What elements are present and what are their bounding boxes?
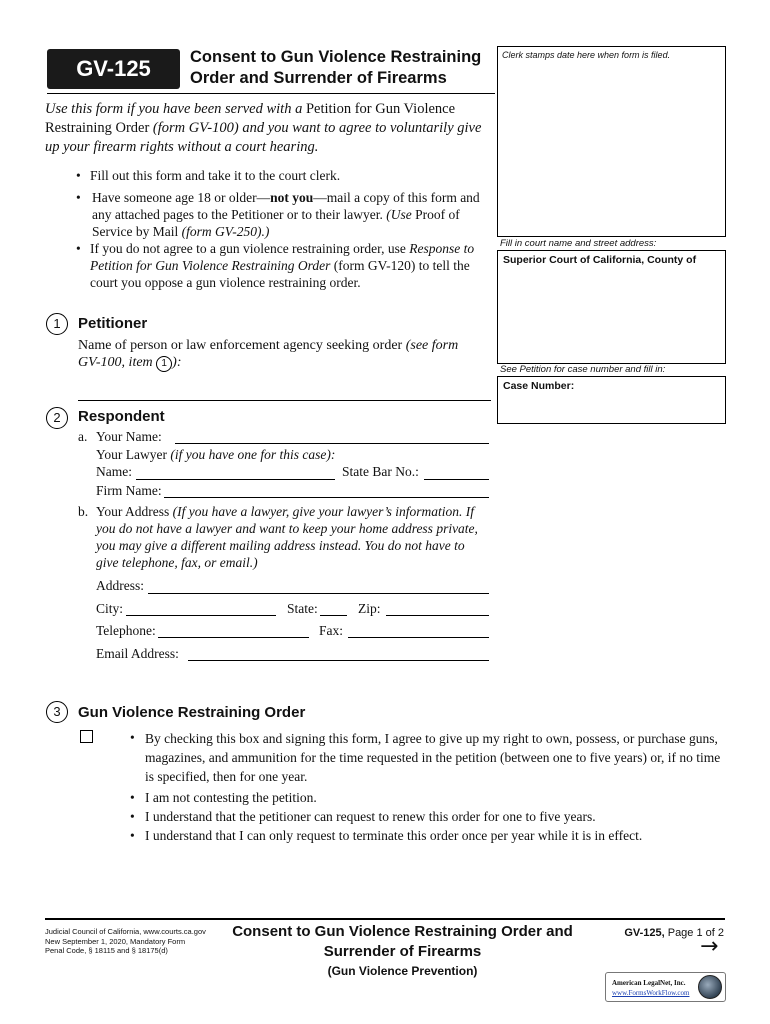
- bullet-dot: •: [130, 730, 135, 745]
- firm-name-label: Firm Name:: [96, 483, 162, 498]
- bullet-dot: •: [130, 809, 135, 824]
- your-address-instruction: Your Address (If you have a lawyer, give your lawyer’s information. If you do not have a lawyer and want to keep your home address private, you may give a different mailing address instead. You do not have to give telephone, fax, or email.): [96, 504, 478, 570]
- footer-rule: [45, 918, 725, 920]
- form-title: [190, 47, 495, 89]
- footer-citation: Judicial Council of California, www.courts.ca.gov New September 1, 2020, Mandatory Form Penal Code, § 18115 and § 18175(d): [45, 927, 206, 955]
- clerk-stamp-note: Clerk stamps date here when form is filed.: [502, 50, 671, 60]
- consent-item: I understand that the petitioner can request to renew this order for one to five years.: [145, 809, 596, 824]
- email-field[interactable]: [188, 660, 489, 661]
- bullet-fill-out: Fill out this form and take it to the court clerk.: [90, 168, 341, 183]
- address-field[interactable]: [148, 593, 489, 594]
- firm-name-field[interactable]: [164, 497, 489, 498]
- consent-item: By checking this box and signing this form, I agree to give up my right to own, possess, or purchase guns, magazines, and ammunition for the time requested in the petition (between one to five years) or, if no time is specified, then for one year.: [145, 731, 721, 784]
- form-title-line2: Order and Surrender of Firearms: [190, 69, 447, 87]
- consent-item: I am not contesting the petition.: [145, 790, 317, 805]
- bullet-dot: •: [76, 241, 81, 256]
- state-label: State:: [287, 601, 318, 616]
- lawyer-name-label: Name:: [96, 464, 132, 479]
- publisher-link[interactable]: www.FormsWorkFlow.com: [612, 989, 690, 997]
- telephone-field[interactable]: [158, 637, 309, 638]
- bullet-oppose: If you do not agree to a gun violence restraining order, use Response to Petition for Gun Violence Restraining Order (form GV-120) to tell the court you oppose a gun violence restraining order.: [90, 241, 475, 290]
- fax-field[interactable]: [348, 637, 489, 638]
- item-letter: b.: [78, 504, 89, 519]
- bullet-mail-copy: Have someone age 18 or older—not you—mail a copy of this form and any attached pages to the Petitioner or to their lawyer. (Use Proof of Service by Mail (form GV-250).): [92, 190, 480, 239]
- globe-icon: [698, 975, 722, 999]
- section-number: 2: [46, 407, 68, 429]
- zip-label: Zip:: [358, 601, 381, 616]
- section-number: 3: [46, 701, 68, 723]
- consent-checkbox[interactable]: [80, 730, 93, 743]
- case-number-box[interactable]: [497, 376, 726, 424]
- form-title-line1: Consent to Gun Violence Restraining: [190, 48, 482, 66]
- bullet-dot: •: [130, 828, 135, 843]
- court-instruction: Fill in court name and street address:: [500, 238, 657, 249]
- your-name-label: Your Name:: [96, 429, 162, 444]
- case-instruction: See Petition for case number and fill in:: [500, 364, 666, 375]
- intro-text: Use this form if you have been served with a Petition for Gun Violence Restraining Order (form GV-100) and you want to agree to voluntarily give up your firearm rights without a court hearing.: [45, 101, 482, 155]
- telephone-label: Telephone:: [96, 623, 156, 638]
- state-field[interactable]: [320, 615, 347, 616]
- city-field[interactable]: [126, 615, 276, 616]
- lawyer-name-field[interactable]: [136, 479, 335, 480]
- petitioner-name-line[interactable]: [78, 400, 491, 401]
- email-label: Email Address:: [96, 646, 179, 661]
- fax-label: Fax:: [319, 623, 344, 638]
- next-page-arrow-icon[interactable]: →: [700, 934, 719, 959]
- bullet-dot: •: [130, 790, 135, 805]
- footer-page-number: GV-125, Page 1 of 2: [624, 927, 724, 939]
- item-number-badge: 1: [156, 356, 172, 372]
- consent-item: I understand that I can only request to terminate this order once per year while it is in effect.: [145, 828, 643, 843]
- header-rule: [47, 93, 495, 94]
- item-letter: a.: [78, 429, 88, 444]
- publisher-name: American LegalNet, Inc.: [612, 979, 686, 987]
- your-name-field[interactable]: [175, 443, 489, 444]
- state-bar-label: State Bar No.:: [342, 464, 419, 479]
- court-label: Superior Court of California, County of: [503, 254, 697, 266]
- state-bar-field[interactable]: [424, 479, 489, 480]
- form-id: GV-125: [76, 56, 151, 81]
- bullet-dot: •: [76, 190, 81, 205]
- publisher-logo[interactable]: [605, 972, 726, 1002]
- court-name-box[interactable]: [497, 250, 726, 364]
- case-number-label: Case Number:: [503, 380, 575, 392]
- petitioner-instruction: Name of person or law enforcement agency seeking order (see form GV-100, item 1 ):: [78, 338, 459, 370]
- clerk-stamp-box: [497, 46, 726, 237]
- petitioner-heading: Petitioner: [78, 315, 148, 332]
- bullet-dot: •: [76, 168, 81, 183]
- address-label: Address:: [96, 578, 144, 593]
- your-lawyer-label: Your Lawyer (if you have one for this case):: [96, 447, 336, 462]
- footer-title: Consent to Gun Violence Restraining Order and Surrender of Firearms (Gun Violence Prevention): [232, 923, 573, 978]
- gvro-heading: Gun Violence Restraining Order: [78, 704, 306, 721]
- section-number: 1: [46, 313, 68, 335]
- zip-field[interactable]: [386, 615, 489, 616]
- respondent-heading: Respondent: [78, 408, 165, 425]
- form-id-badge: [47, 49, 180, 89]
- city-label: City:: [96, 601, 124, 616]
